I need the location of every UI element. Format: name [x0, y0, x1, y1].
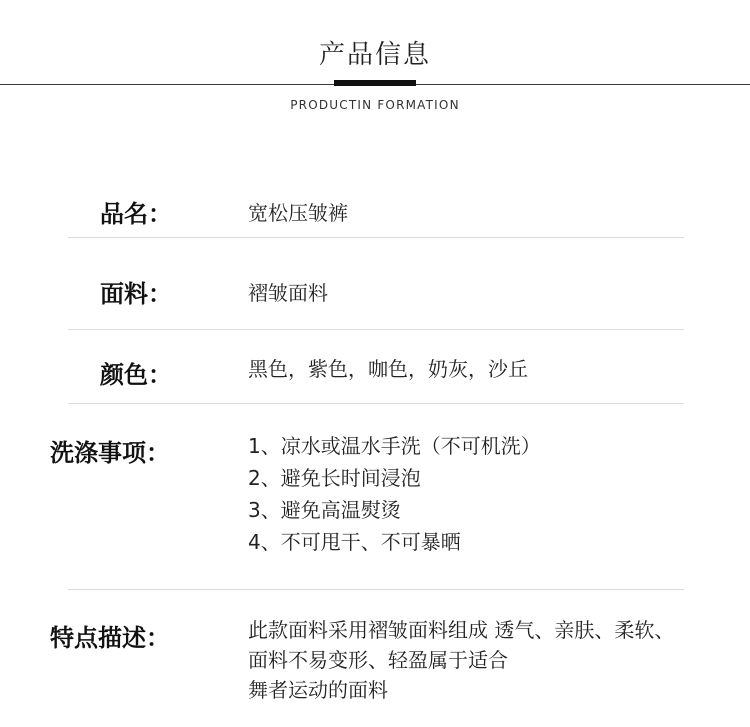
row-divider — [68, 237, 684, 238]
list-item: 4、不可甩干、不可暴晒 — [248, 530, 461, 554]
page-subtitle: PRODUCTIN FORMATION — [290, 98, 460, 112]
list-item: 1、凉水或温水手洗（不可机洗） — [248, 434, 541, 458]
list-item: 2、避免长时间浸泡 — [248, 466, 421, 490]
header-rule-accent — [334, 80, 416, 86]
list-item: 3、避免高温熨烫 — [248, 498, 401, 522]
row-divider — [68, 403, 684, 404]
row-divider — [68, 589, 684, 590]
row-divider — [68, 329, 684, 330]
row-label: 品名： — [100, 200, 172, 228]
section-header — [0, 0, 750, 120]
row-label: 颜色： — [100, 361, 172, 389]
row-label: 洗涤事项： — [50, 439, 170, 467]
list-item: 面料不易变形、轻盈属于适合 — [248, 648, 508, 672]
list-item: 此款面料采用褶皱面料组成 透气、亲肤、柔软、 — [248, 618, 675, 642]
list-item: 舞者运动的面料 — [248, 678, 388, 702]
row-value: 宽松压皱裤 — [248, 201, 348, 225]
row-value: 黑色，紫色，咖色，奶灰，沙丘 — [248, 357, 528, 381]
row-value-list — [248, 430, 541, 558]
row-label: 特点描述： — [50, 624, 170, 652]
row-value: 褶皱面料 — [248, 281, 328, 305]
row-label: 面料： — [100, 280, 172, 308]
row-value-list — [248, 615, 674, 705]
page-title: 产品信息 — [318, 40, 431, 70]
